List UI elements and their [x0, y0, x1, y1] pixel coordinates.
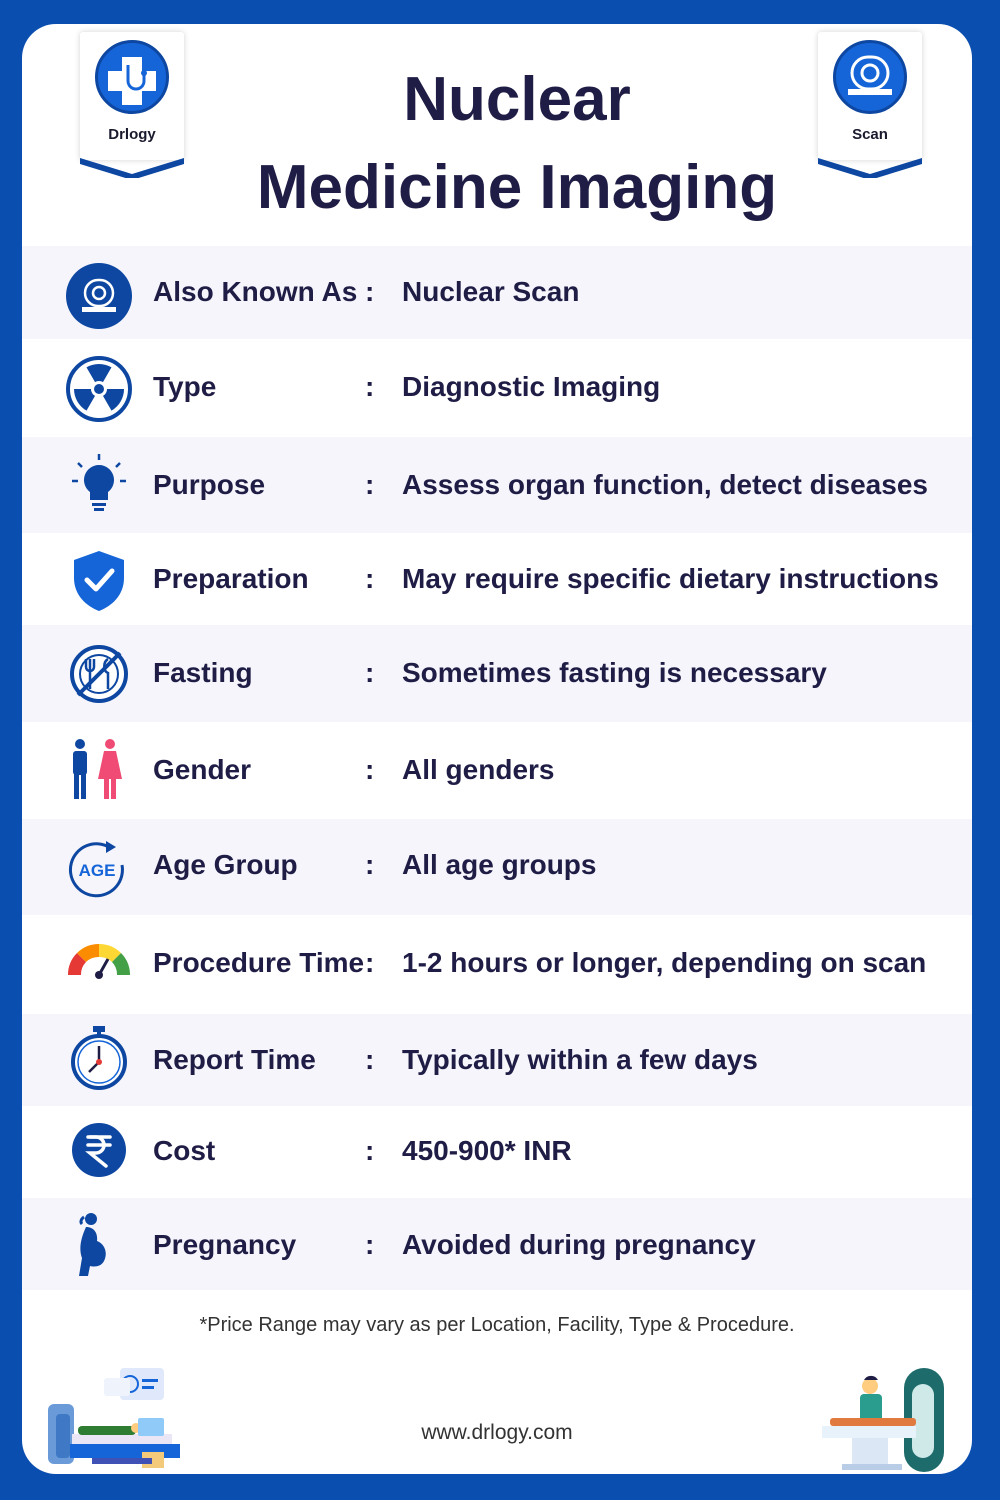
row-label: Purpose [153, 469, 266, 500]
info-row-preparation: Preparation : May require specific dietary instructions [22, 533, 972, 625]
no-food-icon [64, 639, 134, 709]
age-icon [64, 835, 134, 905]
stopwatch-icon [64, 1024, 134, 1094]
page-title-line2: Medicine Imaging [256, 153, 778, 222]
info-row-age-group: AGE Age Group : All age groups [22, 819, 972, 915]
scan-label: Scan [852, 126, 888, 143]
row-label: Cost [153, 1135, 216, 1166]
mri-machine-illustration [812, 1364, 952, 1474]
info-row-fasting: Fasting : Sometimes fasting is necessary [22, 625, 972, 722]
row-label: Procedure Time [153, 947, 365, 978]
drlogy-label: Drlogy [108, 126, 156, 143]
radiation-icon [64, 354, 134, 424]
row-value: 450-900* INR [402, 1135, 572, 1166]
row-value: Assess organ function, detect diseases [402, 469, 928, 500]
row-value: May require specific dietary instructions [402, 563, 939, 594]
info-row-type: Type : Diagnostic Imaging [22, 339, 972, 437]
row-label: Report Time [153, 1044, 316, 1075]
website-url[interactable]: www.drlogy.com [421, 1421, 573, 1444]
scanner-icon [64, 261, 134, 331]
gauge-icon [64, 929, 134, 999]
gender-icon [64, 736, 134, 806]
price-note: *Price Range may vary as per Location, Facility, Type & Procedure. [199, 1314, 795, 1336]
scan-room-illustration [42, 1364, 192, 1474]
info-row-also-known-as: Also Known As : Nuclear Scan [22, 246, 972, 339]
row-label: Gender [153, 754, 252, 785]
pregnant-woman-icon [64, 1211, 134, 1281]
row-label: Also Known As [153, 276, 358, 307]
row-label: Fasting [153, 657, 253, 688]
row-value: Sometimes fasting is necessary [402, 657, 827, 688]
svg-text:AGE: AGE [78, 861, 116, 880]
row-value: All genders [402, 754, 555, 785]
info-row-gender: Gender : All genders [22, 722, 972, 819]
medical-cross-icon [95, 40, 169, 114]
row-label: Pregnancy [153, 1229, 297, 1260]
infographic-card [22, 24, 972, 1474]
row-label: Preparation [153, 563, 309, 594]
info-row-procedure-time: Procedure Time : 1-2 hours or longer, depending on scan [22, 915, 972, 1014]
row-value: All age groups [402, 849, 597, 880]
info-row-pregnancy: Pregnancy : Avoided during pregnancy [22, 1198, 972, 1290]
lightbulb-icon [64, 451, 134, 521]
shield-check-icon [64, 545, 134, 615]
rupee-icon [64, 1116, 134, 1186]
page-title-line1: Nuclear [403, 65, 631, 134]
info-row-report-time: Report Time : Typically within a few days [22, 1014, 972, 1106]
row-label: Type [153, 371, 217, 402]
info-row-cost: Cost : 450-900* INR [22, 1106, 972, 1198]
row-label: Age Group [153, 849, 298, 880]
row-value: 1-2 hours or longer, depending on scan [402, 947, 927, 978]
row-value: Diagnostic Imaging [402, 371, 661, 402]
info-row-purpose: Purpose : Assess organ function, detect diseases [22, 437, 972, 533]
row-value: Avoided during pregnancy [402, 1229, 756, 1260]
row-value: Nuclear Scan [402, 276, 580, 307]
row-value: Typically within a few days [402, 1044, 758, 1075]
